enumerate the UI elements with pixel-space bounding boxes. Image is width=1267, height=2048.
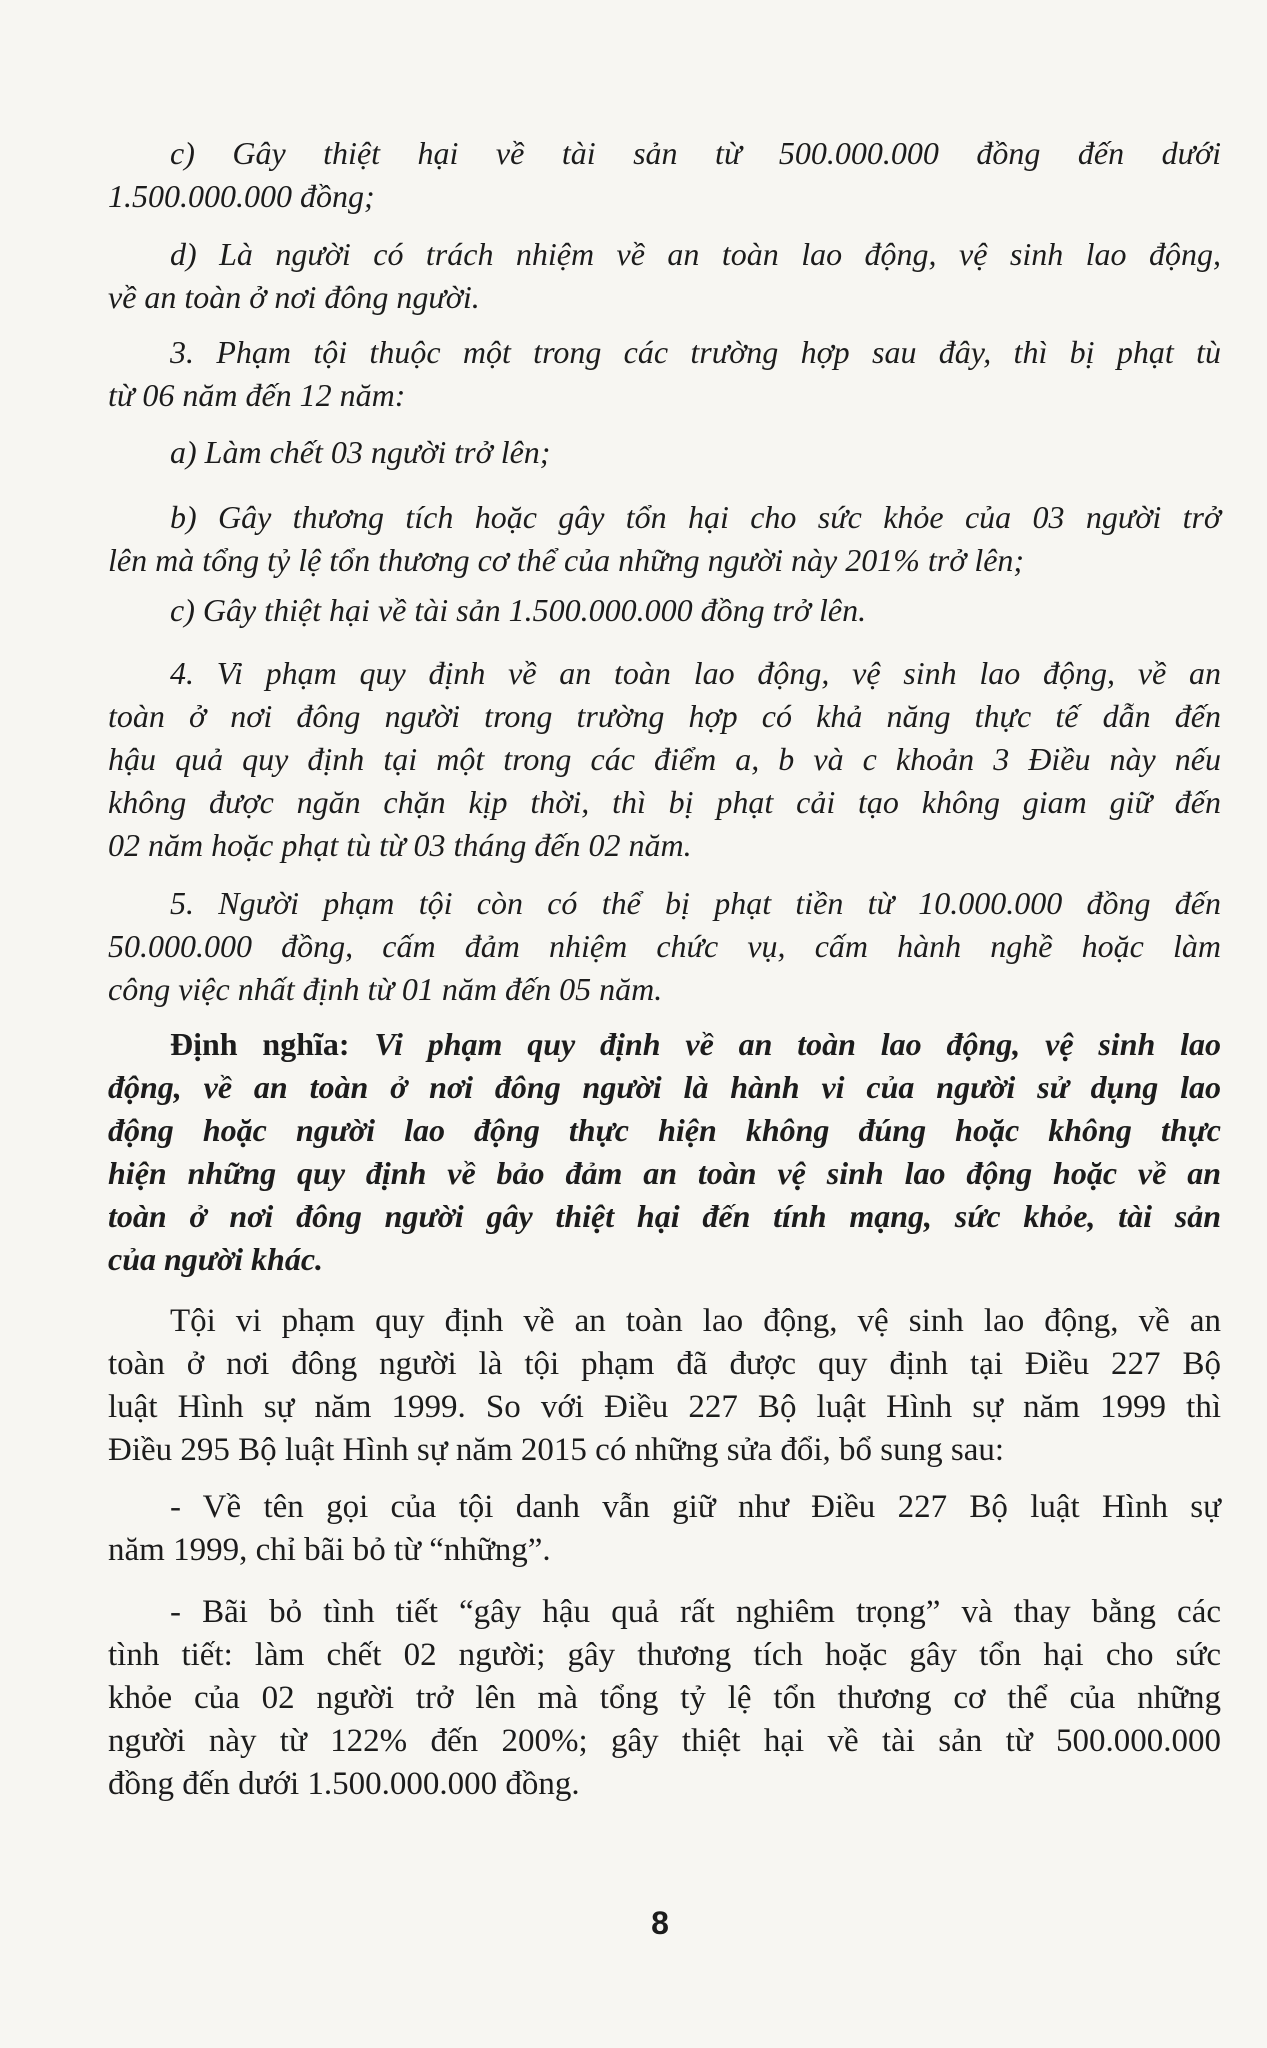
text-line: không được ngăn chặn kịp thời, thì bị phạt cải tạo không giam giữ đến (108, 784, 1221, 820)
text-line: a) Làm chết 03 người trở lên; (170, 434, 551, 470)
paragraph (108, 496, 1221, 582)
paragraph (108, 882, 1221, 1011)
text-line: của người khác. (108, 1241, 324, 1277)
text-line: - Về tên gọi của tội danh vẫn giữ như Điều 227 Bộ luật Hình sự (170, 1489, 1221, 1525)
text-line: 5. Người phạm tội còn có thể bị phạt tiền từ 10.000.000 đồng đến (170, 885, 1221, 921)
text-line: luật Hình sự năm 1999. So với Điều 227 Bộ luật Hình sự năm 1999 thì (108, 1389, 1221, 1425)
text-line: động hoặc người lao động thực hiện không đúng hoặc không thực (108, 1112, 1221, 1148)
paragraph (108, 233, 1221, 319)
page-number: 8 (651, 1905, 669, 1941)
text-line: d) Là người có trách nhiệm về an toàn lao động, vệ sinh lao động, (170, 236, 1221, 272)
text-line: 4. Vi phạm quy định về an toàn lao động, vệ sinh lao động, về an (170, 655, 1221, 691)
definition-text: Vi phạm quy định về an toàn lao động, vệ sinh lao (349, 1026, 1222, 1062)
text-line: từ 06 năm đến 12 năm: (108, 377, 406, 413)
paragraph (108, 431, 1221, 474)
text-line (108, 1023, 1221, 1066)
text-line: tình tiết: làm chết 02 người; gây thương tích hoặc gây tổn hại cho sức (108, 1637, 1221, 1673)
text-line: năm 1999, chỉ bãi bỏ từ “những”. (108, 1532, 551, 1568)
text-line: toàn ở nơi đông người gây thiệt hại đến tính mạng, sức khỏe, tài sản (108, 1198, 1221, 1234)
text-line: - Bãi bỏ tình tiết “gây hậu quả rất nghiêm trọng” và thay bằng các (170, 1594, 1221, 1630)
text-line: hiện những quy định về bảo đảm an toàn vệ sinh lao động hoặc về an (108, 1155, 1221, 1191)
text-line: 1.500.000.000 đồng; (108, 178, 375, 214)
text-line: b) Gây thương tích hoặc gây tổn hại cho sức khỏe của 03 người trở (170, 499, 1221, 535)
text-line: c) Gây thiệt hại về tài sản từ 500.000.000 đồng đến dưới (170, 135, 1221, 171)
paragraph (108, 1300, 1221, 1472)
text-line: người này từ 122% đến 200%; gây thiệt hại về tài sản từ 500.000.000 (108, 1723, 1221, 1759)
text-line: công việc nhất định từ 01 năm đến 05 năm. (108, 971, 663, 1007)
paragraph (108, 589, 1221, 632)
text-line: 02 năm hoặc phạt tù từ 03 tháng đến 02 năm. (108, 827, 692, 863)
text-line: khỏe của 02 người trở lên mà tổng tỷ lệ tổn thương cơ thể của những (108, 1680, 1221, 1716)
text-line: toàn ở nơi đông người trong trường hợp có khả năng thực tế dẫn đến (108, 698, 1221, 734)
paragraph (108, 652, 1221, 867)
paragraph (108, 1486, 1221, 1572)
text-line: về an toàn ở nơi đông người. (108, 279, 480, 315)
paragraph (108, 1023, 1221, 1281)
text-line: Tội vi phạm quy định về an toàn lao động, vệ sinh lao động, về an (170, 1303, 1221, 1339)
text-line: động, về an toàn ở nơi đông người là hành vi của người sử dụng lao (108, 1069, 1221, 1105)
definition-label: Định nghĩa: (170, 1026, 350, 1062)
text-line: lên mà tổng tỷ lệ tổn thương cơ thể của những người này 201% trở lên; (108, 542, 1025, 578)
paragraph (108, 331, 1221, 417)
text-line: hậu quả quy định tại một trong các điểm a, b và c khoản 3 Điều này nếu (108, 741, 1221, 777)
text-line: c) Gây thiệt hại về tài sản 1.500.000.000 đồng trở lên. (170, 592, 867, 628)
paragraph (108, 1591, 1221, 1806)
text-line: đồng đến dưới 1.500.000.000 đồng. (108, 1766, 580, 1802)
text-line: Điều 295 Bộ luật Hình sự năm 2015 có những sửa đổi, bổ sung sau: (108, 1432, 1005, 1468)
paragraph (108, 132, 1221, 218)
text-line: toàn ở nơi đông người là tội phạm đã được quy định tại Điều 227 Bộ (108, 1346, 1221, 1382)
text-line: 50.000.000 đồng, cấm đảm nhiệm chức vụ, cấm hành nghề hoặc làm (108, 928, 1221, 964)
text-line: 3. Phạm tội thuộc một trong các trường hợp sau đây, thì bị phạt tù (170, 334, 1221, 370)
